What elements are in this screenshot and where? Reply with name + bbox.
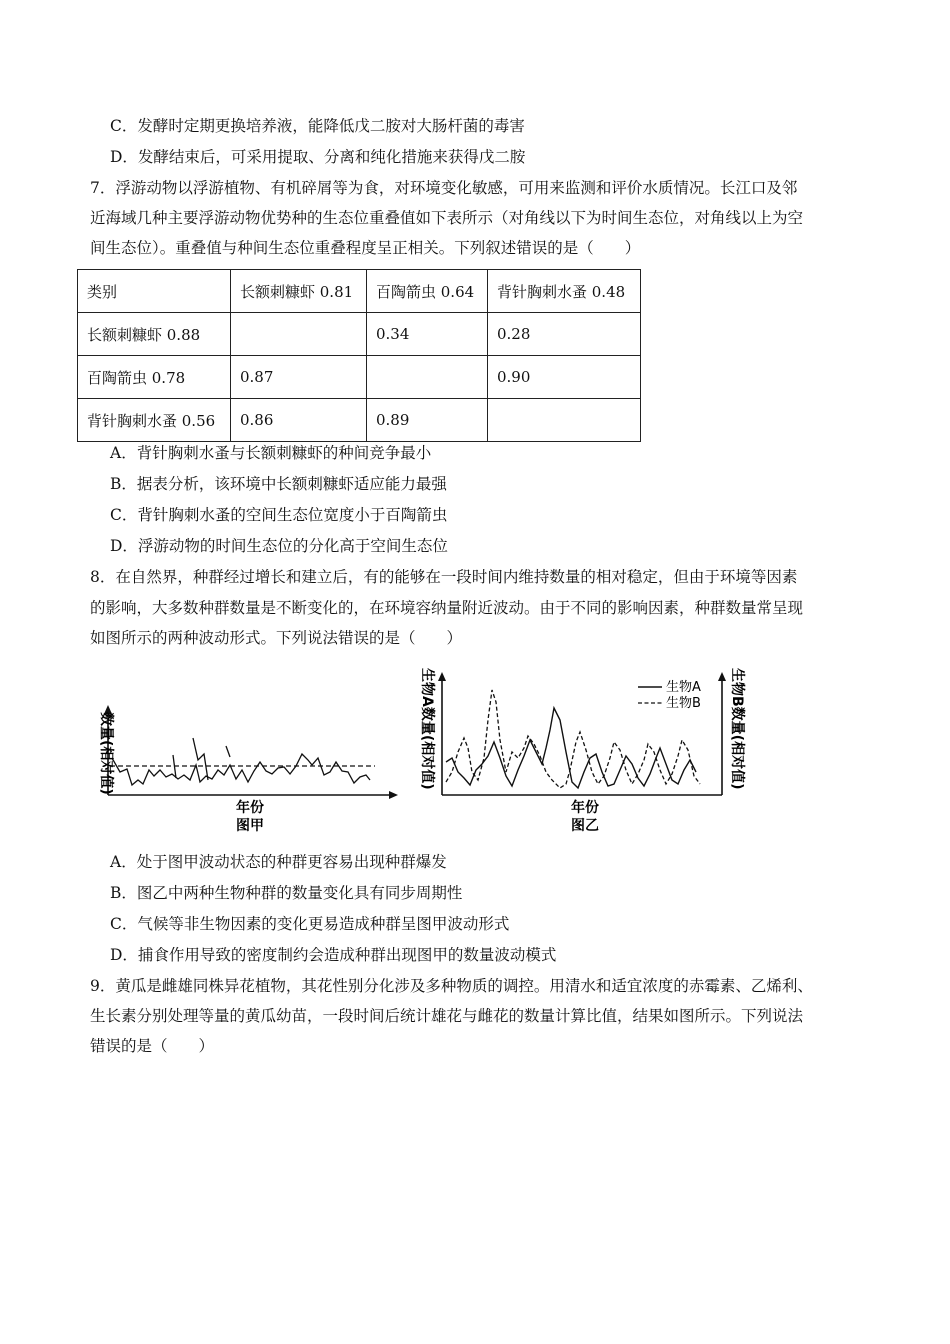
q7-option-c: C．背针胸刺水蚤的空间生态位宽度小于百陶箭虫 <box>110 506 448 524</box>
table-cell: 0.86 <box>231 399 367 442</box>
table-cell: 0.89 <box>367 399 488 442</box>
organism-a-line <box>446 708 696 788</box>
q9-stem-line-3: 错误的是（ ） <box>90 1037 215 1055</box>
table-cell <box>231 313 367 356</box>
figure-jia <box>80 700 410 840</box>
figure-yi <box>410 660 755 840</box>
niche-overlap-table <box>77 269 641 442</box>
left-y-axis-label: 生物A数量(相对值) <box>419 668 435 790</box>
right-y-axis-label: 生物B数量(相对值) <box>729 668 745 790</box>
population-line-peak-3 <box>226 746 230 757</box>
table-cell: 0.90 <box>488 356 641 399</box>
population-line-peak-2 <box>193 738 208 780</box>
q6-option-d: D．发酵结束后，可采用提取、分离和纯化措施来获得戊二胺 <box>110 148 526 166</box>
q7-stem-line-2: 近海域几种主要浮游动物优势种的生态位重叠值如下表所示（对角线以下为时间生态位，对角线以上为空 <box>90 209 804 227</box>
x-axis-arrow <box>389 791 398 799</box>
q9-stem-line-2: 生长素分别处理等量的黄瓜幼苗，一段时间后统计雄花与雌花的数量计算比值，结果如图所示。下列说法 <box>90 1007 804 1025</box>
table-header-cell: 百陶箭虫 0.64 <box>367 270 488 313</box>
table-header-cell: 长额刺糠虾 0.81 <box>231 270 367 313</box>
table-header-row <box>78 270 641 313</box>
x-axis-label: 年份 <box>571 800 599 816</box>
q6-option-c: C．发酵时定期更换培养液，能降低戊二胺对大肠杆菌的毒害 <box>110 117 525 135</box>
table-header-cell: 背针胸刺水蚤 0.48 <box>488 270 641 313</box>
q8-stem-line-1: 8．在自然界，种群经过增长和建立后，有的能够在一段时间内维持数量的相对稳定，但由于环境等因素 <box>90 568 798 586</box>
q7-option-b: B．据表分析，该环境中长额刺糠虾适应能力最强 <box>110 475 447 493</box>
q7-option-a: A．背针胸刺水蚤与长额刺糠虾的种间竞争最小 <box>110 444 432 462</box>
table-row <box>78 399 641 442</box>
q7-stem-line-3: 间生态位）。重叠值与种间生态位重叠程度呈正相关。下列叙述错误的是（ ） <box>90 239 641 257</box>
table-cell: 长额刺糠虾 0.88 <box>78 313 231 356</box>
table-cell: 百陶箭虫 0.78 <box>78 356 231 399</box>
q8-option-a: A．处于图甲波动状态的种群更容易出现种群爆发 <box>110 853 447 871</box>
organism-b-line <box>446 690 700 788</box>
table-cell: 0.87 <box>231 356 367 399</box>
table-cell <box>367 356 488 399</box>
figure-caption: 图甲 <box>236 818 264 834</box>
legend-b-label: 生物B <box>666 696 701 711</box>
q8-stem-line-2: 的影响，大多数种群数量是不断变化的，在环境容纳量附近波动。由于不同的影响因素，种群数量常呈现 <box>90 599 804 617</box>
table-cell <box>488 399 641 442</box>
q8-option-c: C．气候等非生物因素的变化更易造成种群呈图甲波动形式 <box>110 915 510 933</box>
q7-stem-line-1: 7．浮游动物以浮游植物、有机碎屑等为食，对环境变化敏感，可用来监测和评价水质情况。长江口及邻 <box>90 179 798 197</box>
q7-option-d: D．浮游动物的时间生态位的分化高于空间生态位 <box>110 537 448 555</box>
population-line <box>112 754 370 785</box>
figure-caption: 图乙 <box>571 818 599 834</box>
x-axis-label: 年份 <box>236 800 264 816</box>
table-row <box>78 313 641 356</box>
y-axis-label: 数量(相对值) <box>98 712 114 795</box>
table-cell: 0.34 <box>367 313 488 356</box>
table-cell: 背针胸刺水蚤 0.56 <box>78 399 231 442</box>
table-header-cell: 类别 <box>78 270 231 313</box>
q8-option-d: D．捕食作用导致的密度制约会造成种群出现图甲的数量波动模式 <box>110 946 557 964</box>
table-cell: 0.28 <box>488 313 641 356</box>
legend-a-label: 生物A <box>666 680 701 695</box>
right-y-axis-arrow <box>718 672 726 681</box>
table-row <box>78 356 641 399</box>
q8-option-b: B．图乙中两种生物种群的数量变化具有同步周期性 <box>110 884 463 902</box>
q9-stem-line-1: 9．黄瓜是雌雄同株异花植物，其花性别分化涉及多种物质的调控。用清水和适宜浓度的赤霉素、乙烯利、 <box>90 977 813 995</box>
q8-stem-line-3: 如图所示的两种波动形式。下列说法错误的是（ ） <box>90 629 463 647</box>
left-y-axis-arrow <box>438 672 446 681</box>
